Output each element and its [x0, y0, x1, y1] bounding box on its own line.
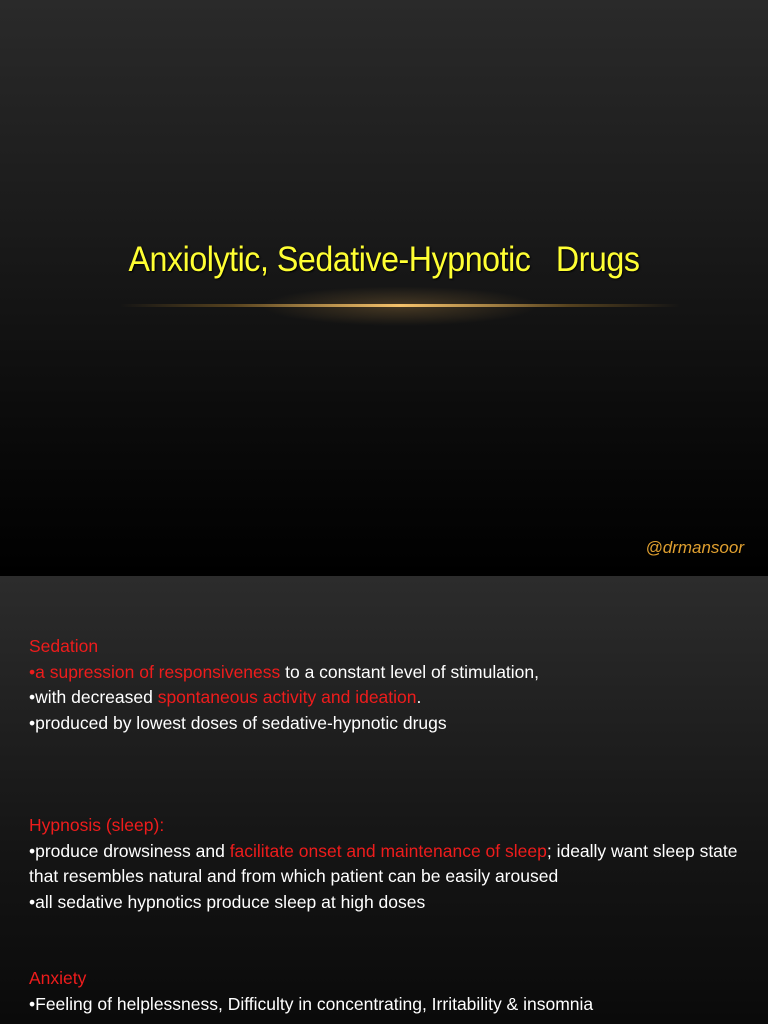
section-spacer: [29, 915, 749, 966]
title-underline-glow: [120, 304, 680, 307]
hypnosis-point-1-post: ; ideally want sleep state that resembles natural and from which patient can be easily aroused: [29, 840, 738, 886]
hypnosis-point-1-pre: •produce drowsiness and: [29, 840, 230, 861]
hypnosis-heading: Hypnosis (sleep):: [29, 815, 165, 835]
sedation-point-2-highlight: spontaneous activity and ideation: [157, 687, 417, 707]
sedation-point-2-pre: •with decreased: [29, 687, 158, 707]
author-handle: @drmansoor: [645, 538, 744, 557]
sedation-heading: Sedation: [29, 636, 99, 656]
definitions-slide: [0, 576, 768, 1024]
hypnosis-point-2: •all sedative hypnotics produce sleep at high doses: [29, 891, 426, 912]
hypnosis-point-1: [29, 839, 749, 890]
sedation-point-3: •produced by lowest doses of sedative-hypnotic drugs: [29, 712, 447, 733]
sedation-point-1-text: to a constant level of stimulation,: [280, 661, 540, 682]
sedation-point-1: [29, 660, 749, 686]
definitions-content: [29, 634, 749, 1017]
anxiety-heading: Anxiety: [29, 968, 87, 988]
sedation-point-1-highlight: •a supression of responsiveness: [29, 661, 281, 682]
hypnosis-point-1-highlight: facilitate onset and maintenance of sleep: [229, 840, 547, 861]
section-spacer: [29, 736, 749, 813]
sedation-point-2: [29, 685, 749, 711]
sedation-point-2-post: .: [416, 687, 422, 707]
slide-title: Anxiolytic, Sedative-Hypnotic Drugs: [128, 240, 640, 279]
anxiety-point-1: •Feeling of helplessness, Difficulty in concentrating, Irritability & insomnia: [29, 993, 594, 1014]
